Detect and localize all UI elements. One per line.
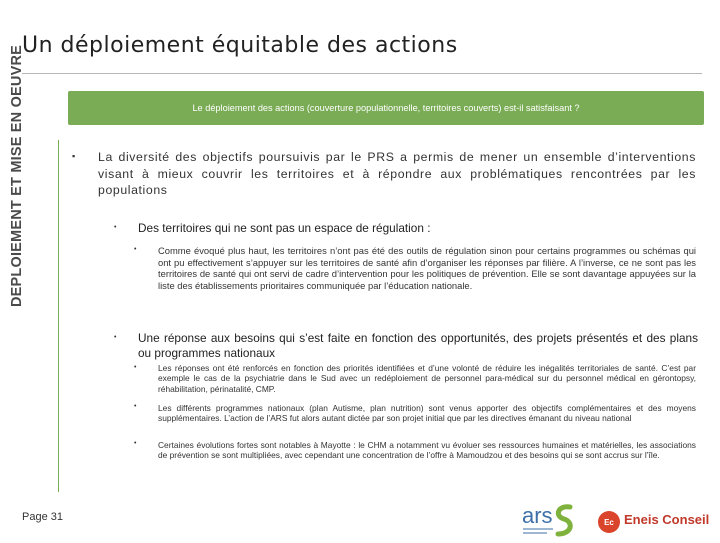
bullet-dot: • <box>114 224 117 231</box>
section2-heading: Une réponse aux besoins qui s’est faite en fonction des opportunités, des projets présentés et des plans ou programmes nationaux <box>138 331 698 360</box>
section2-item: Les réponses ont été renforcés en fonction des priorités identifiées et d’une volonté de réduire les inégalités territoriales de santé. C’est par exemple le cas de la psychiatrie dans le Sud avec un redéploiement de personnel para-médical sur du personnel médical en gérontopsy, réhabilitation, périnatalité, CMP. <box>158 363 696 394</box>
ars-logo <box>520 502 580 538</box>
page-number: Page 31 <box>22 511 63 523</box>
section2-item: Les différents programmes nationaux (plan Autisme, plan nutrition) sont venus apporter des objectifs complémentaires et des moyens supplémentaires. L’action de l’ARS fut alors autant dictée par son projet initial que par les directives émanant du niveau national <box>158 403 696 424</box>
section1-item: Comme évoqué plus haut, les territoires n’ont pas été des outils de régulation sinon pour certains programmes ou schémas qui ont pu effectivement s’appuyer sur les territoires de santé afin d’organiser les réponses par filière. A l’inverse, ce ne sont pas les territoires de santé qui ont servi de cadre d’intervention pour les politiques de prévention. Elle se sont davantage appuyées sur la liste des établissements prioritaires communiquée par l’éducation nationale. <box>158 245 696 291</box>
sidebar-label-text: DEPLOIEMENT ET MISE EN OEUVRE <box>9 45 25 307</box>
intro-paragraph: La diversité des objectifs poursuivis par le PRS a permis de mener un ensemble d’interventions visant à mieux couvrir les territoires et à répondre aux problématiques rencontrées par les populations <box>98 150 696 197</box>
sidebar-divider <box>22 140 59 492</box>
bullet-dot: • <box>114 334 117 341</box>
banner-text: Le déploiement des actions (couverture populationnelle, territoires couverts) est-il satisfaisant ? <box>192 103 580 113</box>
question-banner <box>68 91 704 125</box>
title-divider <box>22 73 702 74</box>
page-title: Un déploiement équitable des actions <box>22 33 458 58</box>
bullet-dot: • <box>134 440 137 447</box>
ars-logo-text: ars <box>522 503 553 528</box>
bullet-dot: • <box>134 403 137 410</box>
section2-item: Certaines évolutions fortes sont notables à Mayotte : le CHM a notamment vu évoluer ses ressources humaines et matérielles, les associations de prévention se sont multipliées, avec cependant une concentration de l’offre à Mamoudzou et des besoins qui se sont accrus sur l’île. <box>158 440 696 461</box>
section1-heading: Des territoires qui ne sont pas un espace de régulation : <box>138 221 431 235</box>
eneis-conseil-logo <box>598 510 710 536</box>
bullet-dot: • <box>134 246 137 253</box>
eneis-logo-text: Eneis Conseil <box>624 512 710 527</box>
square-bullet: ▪ <box>72 151 76 161</box>
bullet-dot: • <box>134 364 137 371</box>
eneis-mark-icon: Ec <box>598 511 620 533</box>
